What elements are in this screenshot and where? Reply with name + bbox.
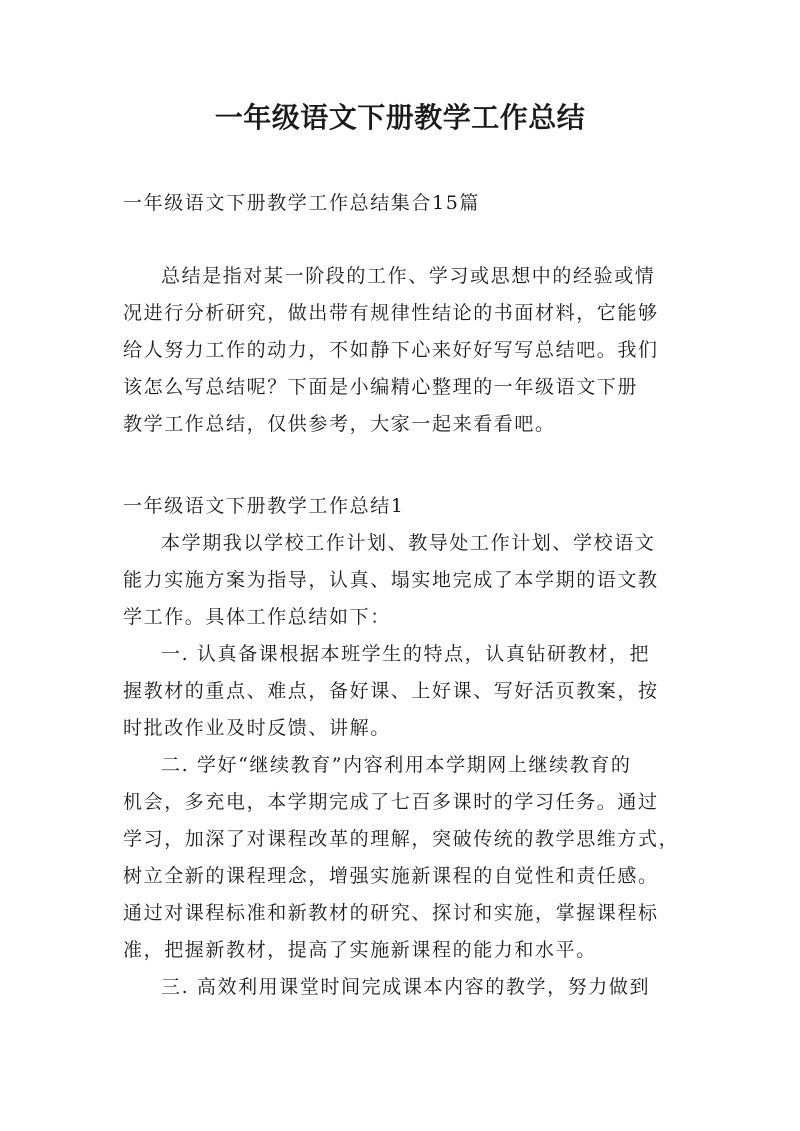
body-line: 机会，多充电，本学期完成了七百多课时的学习任务。通过 — [123, 791, 659, 813]
body-line: 准，把握新教材，提高了实施新课程的能力和水平。 — [123, 939, 597, 961]
body-line: 时批改作业及时反馈、讲解。 — [123, 717, 391, 739]
document-subtitle: 一年级语文下册教学工作总结集合15篇 — [123, 192, 480, 214]
body-line: 通过对课程标准和新教材的研究、探讨和实施，掌握课程标 — [123, 902, 659, 924]
section-heading: 一年级语文下册教学工作总结1 — [123, 495, 405, 517]
body-line: 握教材的重点、难点，备好课、上好课、写好活页教案，按 — [123, 680, 659, 702]
intro-line: 给人努力工作的动力，不如静下心来好好写写总结吧。我们 — [123, 339, 659, 361]
body-line: 能力实施方案为指导，认真、塌实地完成了本学期的语文教 — [123, 569, 659, 591]
intro-line: 该怎么写总结呢？下面是小编精心整理的一年级语文下册 — [123, 376, 639, 398]
body-line: 学工作。具体工作总结如下： — [123, 606, 391, 628]
body-line: 学习，加深了对课程改革的理解，突破传统的教学思维方式， — [123, 828, 680, 850]
body-line: 本学期我以学校工作计划、教导处工作计划、学校语文 — [161, 532, 656, 554]
document-title: 一年级语文下册教学工作总结 — [214, 101, 586, 134]
intro-line: 况进行分析研究，做出带有规律性结论的书面材料，它能够 — [123, 302, 659, 324]
intro-line: 总结是指对某一阶段的工作、学习或思想中的经验或情 — [161, 265, 656, 287]
body-line: 一. 认真备课根据本班学生的特点，认真钻研教材，把 — [161, 643, 651, 665]
body-line: 三. 高效利用课堂时间完成课本内容的教学，努力做到 — [161, 976, 651, 998]
intro-line: 教学工作总结，仅供参考，大家一起来看看吧。 — [123, 413, 556, 435]
body-line: 二. 学好“继续教育”内容利用本学期网上继续教育的 — [161, 754, 632, 776]
body-line: 树立全新的课程理念，增强实施新课程的自觉性和责任感。 — [123, 865, 659, 887]
